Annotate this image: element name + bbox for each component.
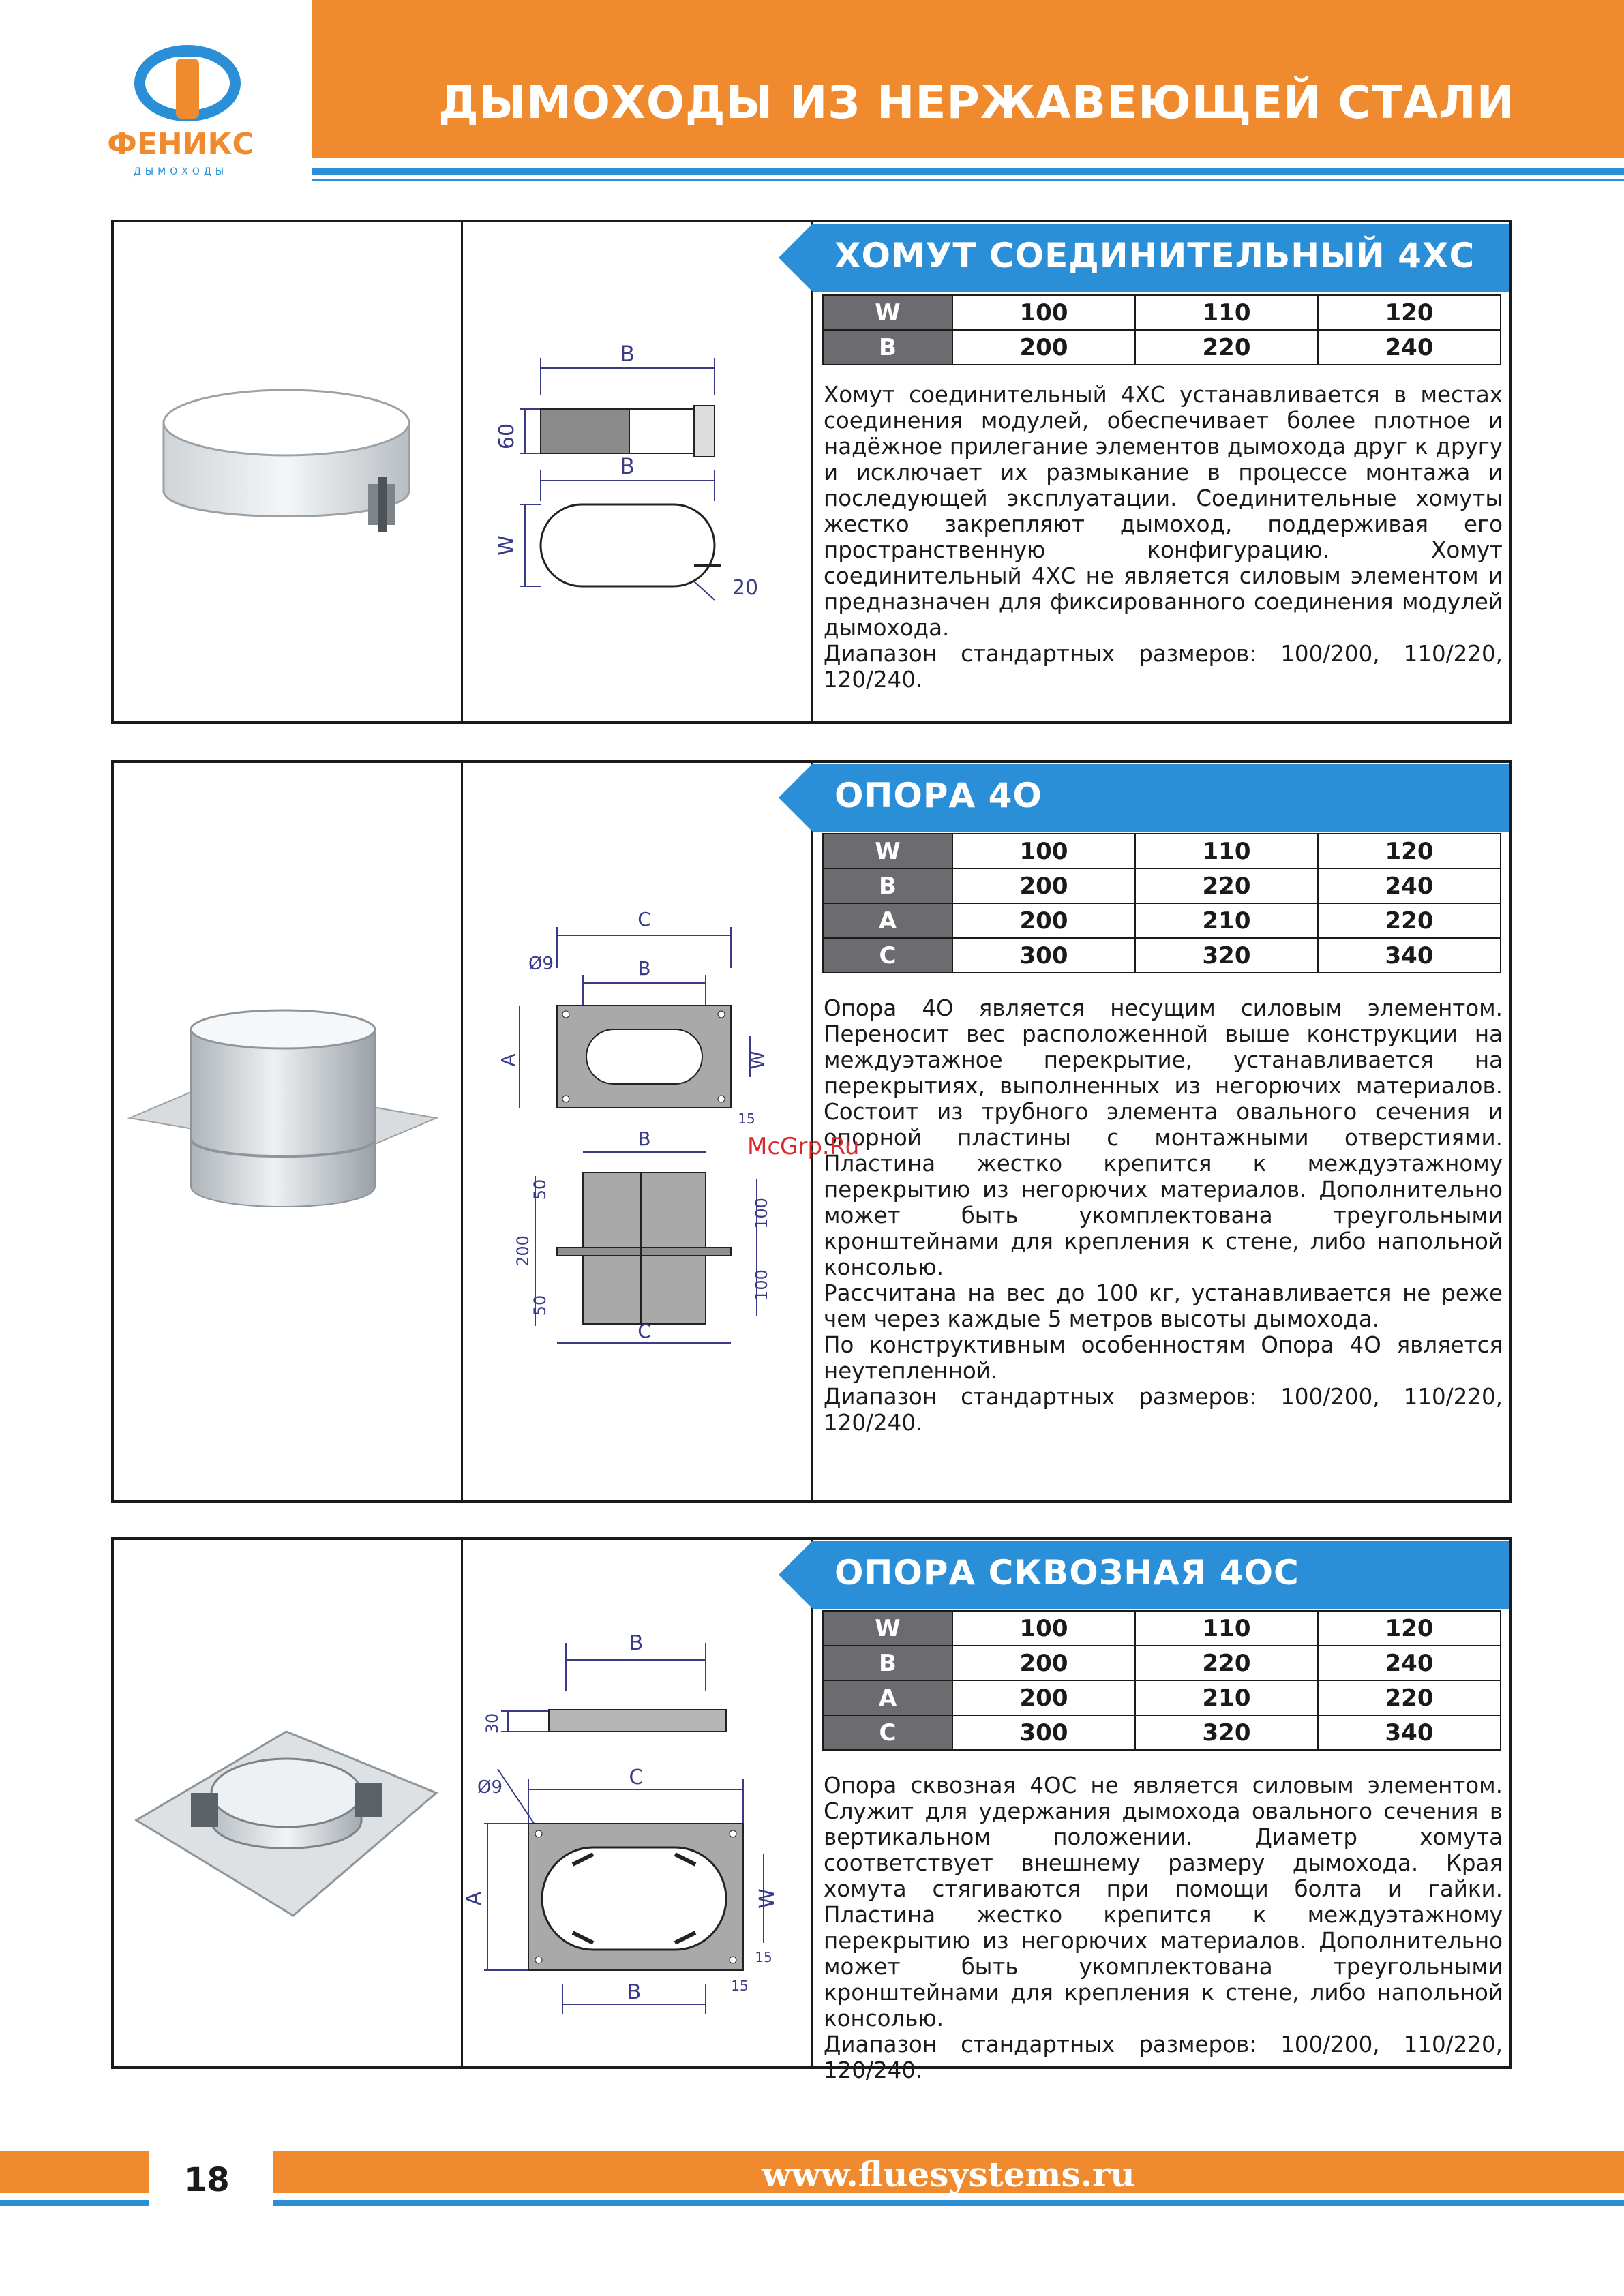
dim-label: B xyxy=(629,1631,644,1655)
table-cell: 210 xyxy=(1135,1680,1318,1715)
table-cell: 240 xyxy=(1318,868,1501,903)
divider xyxy=(461,1537,463,2069)
website-link[interactable]: www.fluesystems.ru xyxy=(762,2154,1135,2194)
page-title: ДЫМОХОДЫ ИЗ НЕРЖАВЕЮЩЕЙ СТАЛИ xyxy=(438,76,1515,129)
table-row xyxy=(823,1680,1501,1715)
dim-label: A xyxy=(497,1053,520,1067)
table-row-label: W xyxy=(823,1611,952,1646)
table-cell: 300 xyxy=(952,938,1135,973)
product-title: ХОМУТ СОЕДИНИТЕЛЬНЫЙ 4ХС xyxy=(834,236,1475,275)
table-row xyxy=(823,1715,1501,1750)
dim-label: 100 xyxy=(752,1198,771,1229)
table-row-label: A xyxy=(823,1680,952,1715)
description-paragraph: Диапазон стандартных размеров: 100/200, 110/220, 120/240. xyxy=(824,2031,1503,2083)
table-row xyxy=(823,903,1501,938)
table-row xyxy=(823,1611,1501,1646)
footer-bar-left xyxy=(0,2151,149,2193)
table-cell: 340 xyxy=(1318,938,1501,973)
dim-label: Ø9 xyxy=(528,954,554,974)
table-cell: 220 xyxy=(1318,1680,1501,1715)
dim-label: W xyxy=(746,1051,768,1070)
table-cell: 220 xyxy=(1135,868,1318,903)
table-cell: 320 xyxy=(1135,938,1318,973)
product-photo-through-support xyxy=(130,1718,443,1922)
spec-table xyxy=(822,294,1501,365)
table-cell: 240 xyxy=(1318,1646,1501,1680)
table-cell: 240 xyxy=(1318,330,1501,365)
table-cell: 120 xyxy=(1318,834,1501,868)
product-photo-clamp xyxy=(150,382,423,559)
table-row-label: W xyxy=(823,834,952,868)
description-paragraph: Диапазон стандартных размеров: 100/200, 110/220, 120/240. xyxy=(824,641,1503,693)
divider xyxy=(461,760,463,1503)
logo-name: ФЕНИКС xyxy=(107,127,254,162)
table-row xyxy=(823,330,1501,365)
table-cell: 110 xyxy=(1135,295,1318,330)
table-row-label: B xyxy=(823,1646,952,1680)
dim-label: 15 xyxy=(755,1949,772,1965)
table-row xyxy=(823,834,1501,868)
divider xyxy=(811,760,813,1503)
table-row xyxy=(823,295,1501,330)
table-cell: 200 xyxy=(952,1680,1135,1715)
description-paragraph: Диапазон стандартных размеров: 100/200, 110/220, 120/240. xyxy=(824,1384,1503,1436)
page-number: 18 xyxy=(184,2161,230,2199)
dim-label: W xyxy=(755,1888,779,1909)
table-cell: 200 xyxy=(952,1646,1135,1680)
dim-label: 60 xyxy=(495,423,519,450)
dim-label: Ø9 xyxy=(477,1777,503,1798)
table-cell: 300 xyxy=(952,1715,1135,1750)
technical-drawing-through-support xyxy=(462,1622,811,2031)
product-description xyxy=(824,382,1503,693)
table-cell: 110 xyxy=(1135,1611,1318,1646)
table-cell: 120 xyxy=(1318,1611,1501,1646)
description-paragraph: Хомут соединительный 4ХС устанавливается в местах соединения модулей, обеспечивает более плотное и надёжное прилегание элементов дымохода друг к другу и исключает их размыкание в процессе монтажа и последующей эксплуатации. Соединительные хомуты жестко закрепляют дымоход, поддерживая его пространственную конфигурацию. Хомут соединительный 4ХС не является силовым элементом и предназначен для фиксированного соединения модулей дымохода. xyxy=(824,382,1503,641)
header-stripe xyxy=(312,168,1624,175)
dim-label: B xyxy=(637,1128,651,1150)
product-description xyxy=(824,1772,1503,2083)
table-cell: 340 xyxy=(1318,1715,1501,1750)
product-description xyxy=(824,995,1503,1436)
product-title: ОПОРА 4О xyxy=(834,776,1042,815)
table-cell: 220 xyxy=(1318,903,1501,938)
product-title-banner xyxy=(779,224,1509,292)
table-cell: 210 xyxy=(1135,903,1318,938)
table-row-label: B xyxy=(823,330,952,365)
dim-label: A xyxy=(462,1891,486,1906)
watermark: McGrp.Ru xyxy=(747,1133,860,1160)
table-row-label: C xyxy=(823,938,952,973)
dim-label: C xyxy=(637,908,651,931)
description-paragraph: Опора сквозная 4ОС не является силовым элементом. Служит для удержания дымохода овального сечения в вертикальном положении. Диаметр хомута соответствует внешнему размеру дымохода. Края хомута стягиваются при помощи болта и гайки. Пластина жестко крепится к междуэтажному перекрытию из негорючих материалов. Дополнительно может быть укомплектована треугольными кронштейнами для крепления к стене, либо напольной консолью. xyxy=(824,1772,1503,2031)
table-cell: 100 xyxy=(952,295,1135,330)
table-row xyxy=(823,868,1501,903)
dim-label: 200 xyxy=(513,1235,532,1267)
dim-label: C xyxy=(629,1766,644,1789)
product-title: ОПОРА СКВОЗНАЯ 4ОС xyxy=(834,1553,1299,1592)
table-row-label: W xyxy=(823,295,952,330)
table-cell: 220 xyxy=(1135,1646,1318,1680)
product-title-banner xyxy=(779,764,1509,832)
footer-stripe-left xyxy=(0,2200,149,2206)
dim-label: B xyxy=(620,341,635,367)
dim-label: B xyxy=(627,1980,642,2004)
dim-label: 50 xyxy=(530,1179,550,1200)
description-paragraph: По конструктивным особенностям Опора 4О является неутепленной. xyxy=(824,1332,1503,1384)
description-paragraph: Рассчитана на вес до 100 кг, устанавливается не реже чем через каждые 5 метров высоты дымохода. xyxy=(824,1280,1503,1332)
dim-label: C xyxy=(637,1320,651,1342)
table-row-label: B xyxy=(823,868,952,903)
dim-label: 50 xyxy=(530,1295,550,1316)
table-cell: 100 xyxy=(952,834,1135,868)
dim-label: 100 xyxy=(752,1269,771,1301)
table-cell: 200 xyxy=(952,903,1135,938)
spec-table xyxy=(822,833,1501,973)
table-cell: 100 xyxy=(952,1611,1135,1646)
dim-label: 20 xyxy=(732,576,759,600)
dim-label: 15 xyxy=(731,1978,749,1994)
spec-table xyxy=(822,1610,1501,1751)
table-row-label: C xyxy=(823,1715,952,1750)
description-paragraph: Опора 4О является несущим силовым элементом. Переносит вес расположенной выше конструкции на междуэтажное перекрытие, устанавливается на перекрытиях, выполненных из негорючих материалов. Состоит из трубного элемента овального сечения и опорной пластины с монтажными отверстиями. Пластина жестко крепится к междуэтажному перекрытию из негорючих материалов. Дополнительно может быть укомплектована треугольными кронштейнами для крепления к стене, либо напольной консолью. xyxy=(824,995,1503,1280)
product-photo-support xyxy=(123,1009,443,1227)
product-title-banner xyxy=(779,1541,1509,1609)
table-row xyxy=(823,1646,1501,1680)
table-cell: 110 xyxy=(1135,834,1318,868)
table-cell: 220 xyxy=(1135,330,1318,365)
header-stripe-thin xyxy=(312,179,1624,181)
table-cell: 200 xyxy=(952,330,1135,365)
logo-subtitle: ДЫМОХОДЫ xyxy=(133,166,228,177)
technical-drawing-clamp xyxy=(483,341,783,614)
dim-label: B xyxy=(637,957,651,980)
dim-label: B xyxy=(620,453,635,479)
dim-label: W xyxy=(495,535,519,556)
table-row xyxy=(823,938,1501,973)
footer-stripe-right xyxy=(273,2200,1624,2206)
table-row-label: A xyxy=(823,903,952,938)
dim-label: 30 xyxy=(483,1712,502,1734)
table-cell: 200 xyxy=(952,868,1135,903)
divider xyxy=(811,220,813,724)
dim-label: 15 xyxy=(738,1111,755,1127)
table-cell: 120 xyxy=(1318,295,1501,330)
table-cell: 320 xyxy=(1135,1715,1318,1750)
divider xyxy=(461,220,463,724)
